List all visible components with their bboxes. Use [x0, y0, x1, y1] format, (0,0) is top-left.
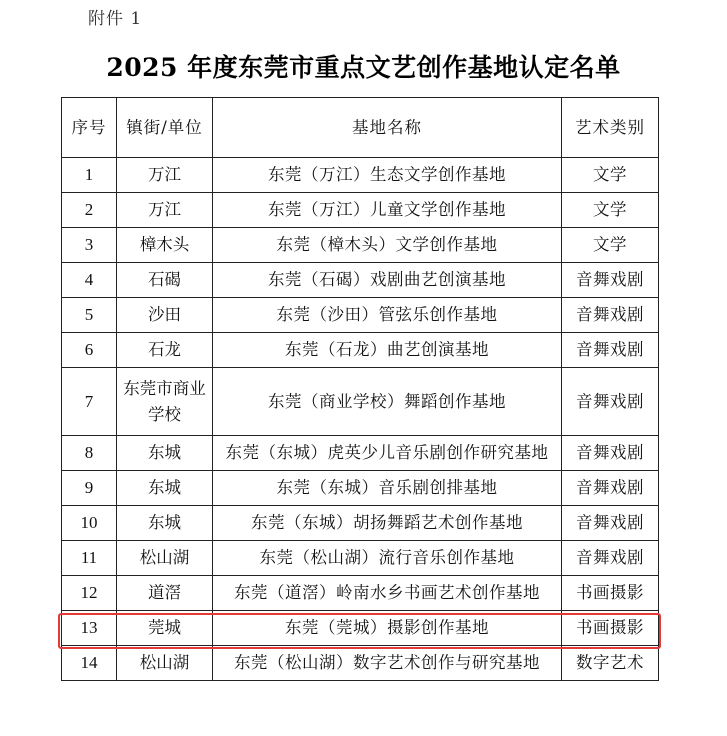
- table-row-highlighted: [62, 611, 659, 646]
- cell-base-name: 东莞（松山湖）数字艺术创作与研究基地: [213, 646, 562, 681]
- cell-town: 莞城: [117, 611, 213, 646]
- cell-town: 万江: [117, 158, 213, 193]
- table-row: [62, 506, 659, 541]
- table-row: [62, 646, 659, 681]
- cell-base-name: 东莞（松山湖）流行音乐创作基地: [213, 541, 562, 576]
- header-index: 序号: [62, 98, 117, 158]
- cell-art-type: 音舞戏剧: [562, 471, 659, 506]
- cell-town: 东城: [117, 471, 213, 506]
- cell-town: 东莞市商业学校: [117, 368, 213, 436]
- cell-base-name: 东莞（道滘）岭南水乡书画艺术创作基地: [213, 576, 562, 611]
- cell-town: 石龙: [117, 333, 213, 368]
- cell-base-name: 东莞（东城）胡扬舞蹈艺术创作基地: [213, 506, 562, 541]
- cell-town: 石碣: [117, 263, 213, 298]
- base-list-table: [61, 97, 659, 681]
- cell-art-type: 文学: [562, 193, 659, 228]
- cell-art-type: 书画摄影: [562, 611, 659, 646]
- document-title: 2025 年度东莞市重点文艺创作基地认定名单: [106, 53, 621, 82]
- table-row: [62, 471, 659, 506]
- cell-base-name: 东莞（东城）音乐剧创排基地: [213, 471, 562, 506]
- cell-town: 东城: [117, 436, 213, 471]
- cell-index: 8: [62, 436, 117, 471]
- table-header-row: [62, 98, 659, 158]
- cell-index: 1: [62, 158, 117, 193]
- cell-town: 万江: [117, 193, 213, 228]
- cell-art-type: 书画摄影: [562, 576, 659, 611]
- cell-base-name: 东莞（商业学校）舞蹈创作基地: [213, 368, 562, 436]
- cell-art-type: 音舞戏剧: [562, 541, 659, 576]
- attachment-label: 附件 1: [88, 9, 143, 29]
- cell-town: 道滘: [117, 576, 213, 611]
- table-row: [62, 576, 659, 611]
- cell-index: 10: [62, 506, 117, 541]
- cell-art-type: 音舞戏剧: [562, 298, 659, 333]
- cell-art-type: 数字艺术: [562, 646, 659, 681]
- cell-art-type: 文学: [562, 158, 659, 193]
- cell-base-name: 东莞（万江）儿童文学创作基地: [213, 193, 562, 228]
- cell-town: 松山湖: [117, 541, 213, 576]
- cell-index: 6: [62, 333, 117, 368]
- table-row: [62, 228, 659, 263]
- cell-base-name: 东莞（樟木头）文学创作基地: [213, 228, 562, 263]
- cell-base-name: 东莞（石碣）戏剧曲艺创演基地: [213, 263, 562, 298]
- cell-index: 5: [62, 298, 117, 333]
- cell-art-type: 音舞戏剧: [562, 263, 659, 298]
- cell-art-type: 文学: [562, 228, 659, 263]
- table-row: [62, 263, 659, 298]
- table-row: [62, 333, 659, 368]
- cell-art-type: 音舞戏剧: [562, 506, 659, 541]
- table-row: [62, 158, 659, 193]
- cell-base-name: 东莞（万江）生态文学创作基地: [213, 158, 562, 193]
- table-row: [62, 298, 659, 333]
- cell-base-name: 东莞（石龙）曲艺创演基地: [213, 333, 562, 368]
- cell-index: 3: [62, 228, 117, 263]
- cell-art-type: 音舞戏剧: [562, 333, 659, 368]
- cell-index: 9: [62, 471, 117, 506]
- header-base-name: 基地名称: [213, 98, 562, 158]
- cell-index: 2: [62, 193, 117, 228]
- cell-base-name: 东莞（东城）虎英少儿音乐剧创作研究基地: [213, 436, 562, 471]
- table-row: [62, 541, 659, 576]
- cell-index: 4: [62, 263, 117, 298]
- cell-base-name: 东莞（沙田）管弦乐创作基地: [213, 298, 562, 333]
- cell-base-name: 东莞（莞城）摄影创作基地: [213, 611, 562, 646]
- cell-index: 7: [62, 368, 117, 436]
- table-row: [62, 436, 659, 471]
- cell-index: 13: [62, 611, 117, 646]
- header-art-type: 艺术类别: [562, 98, 659, 158]
- cell-art-type: 音舞戏剧: [562, 368, 659, 436]
- cell-town: 沙田: [117, 298, 213, 333]
- table-row: [62, 193, 659, 228]
- table-row: [62, 368, 659, 436]
- cell-index: 14: [62, 646, 117, 681]
- cell-town: 东城: [117, 506, 213, 541]
- cell-town: 松山湖: [117, 646, 213, 681]
- cell-town: 樟木头: [117, 228, 213, 263]
- cell-index: 12: [62, 576, 117, 611]
- cell-art-type: 音舞戏剧: [562, 436, 659, 471]
- cell-index: 11: [62, 541, 117, 576]
- header-town: 镇街/单位: [117, 98, 213, 158]
